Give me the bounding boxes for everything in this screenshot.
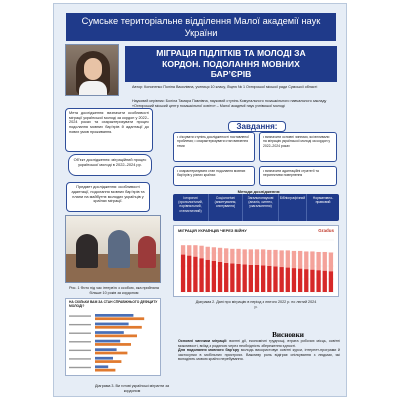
survey-row-label-7 bbox=[69, 367, 91, 368]
survey-row-label-6 bbox=[69, 358, 91, 359]
conclusion-paragraph-2 bbox=[178, 348, 340, 362]
survey-bar-a-3 bbox=[95, 331, 124, 334]
bar-series-1-4 bbox=[199, 258, 203, 292]
conclusion-paragraph-1 bbox=[178, 339, 340, 348]
title-line-3: БАР’ЄРІВ bbox=[210, 69, 252, 79]
conclusion-2-lead: Для подолання мовного бар’єру bbox=[178, 348, 240, 353]
bar-series-2-5 bbox=[206, 247, 210, 260]
conclusions-title: Висновки bbox=[272, 331, 304, 339]
method-general: Загальнонаукові (аналіз, синтез, узагальнення) bbox=[243, 194, 279, 221]
survey-bar-a-7 bbox=[95, 365, 108, 368]
survey-bar-b-1 bbox=[95, 317, 144, 320]
bar-series-2-1 bbox=[181, 245, 185, 254]
tasks-title: Завдання: bbox=[228, 121, 286, 132]
conclusion-1-body: воєнні дії, економічні труднощі, втрата робочих місць, освітні можливості, виїзд з родиною через необхідність збереження єдності. bbox=[178, 339, 340, 348]
bar-series-1-16 bbox=[273, 267, 277, 292]
bar-series-2-13 bbox=[255, 249, 259, 265]
bar-series-1-18 bbox=[286, 268, 290, 292]
interview-photo bbox=[65, 215, 161, 283]
survey-bar-b-7 bbox=[95, 369, 115, 372]
bar-series-2-6 bbox=[212, 247, 216, 261]
survey-row-label-4 bbox=[69, 341, 91, 342]
bar-series-1-22 bbox=[310, 270, 314, 292]
bar-series-1-9 bbox=[230, 263, 234, 292]
author-info: Автор: Кононенко Поліна Василівна, учениця 10 класу, Ліцею № 1 Охтирської міської ради Сумської області bbox=[132, 85, 318, 89]
bar-series-2-2 bbox=[187, 245, 191, 255]
methods-table bbox=[173, 194, 339, 221]
bar-series-2-22 bbox=[310, 251, 314, 269]
bar-series-1-11 bbox=[243, 264, 247, 292]
figure-1-caption: Рис. 1 Фото під час інтерв’ю з особою, яка прийняла більше 10 років за кордоном bbox=[69, 286, 159, 295]
bar-series-2-9 bbox=[230, 249, 234, 264]
header-banner bbox=[66, 13, 336, 41]
header-line-1: Сумське територіальне відділення Малої академії наук bbox=[81, 16, 321, 26]
survey-bar-b-4 bbox=[95, 343, 131, 346]
bar-series-2-14 bbox=[261, 249, 265, 265]
conclusion-2-body: молодь використовує освітні курси, інтернет-програми й застосунки в мобільних пристроях. Важливу роль відіграє спілкування з людьми, які володіють мовою країни перебування. bbox=[178, 348, 340, 362]
bar-series-1-24 bbox=[323, 271, 327, 292]
bar-series-2-24 bbox=[323, 252, 327, 271]
bar-series-2-12 bbox=[249, 249, 253, 265]
task-3: • охарактеризувати стан подолання мовних бар’єрів у різних країнах bbox=[173, 166, 255, 186]
survey-row-label-5 bbox=[69, 350, 91, 351]
bar-series-2-20 bbox=[298, 251, 302, 269]
bar-series-2-19 bbox=[292, 251, 296, 268]
title-line-1: МІГРАЦІЯ ПІДЛІТКІВ ТА МОЛОДІ ЗА bbox=[156, 48, 306, 58]
survey-bar-a-6 bbox=[95, 357, 113, 360]
migration-bars bbox=[174, 238, 338, 296]
survey-bars bbox=[67, 313, 161, 373]
bar-series-2-8 bbox=[224, 248, 228, 263]
figure-2-caption: Діаграма 2. Дані про міграцію в період з лютого 2022 р. по лютий 2024 р. bbox=[195, 300, 317, 309]
bar-series-1-10 bbox=[236, 264, 240, 292]
survey-row-label-2 bbox=[69, 324, 91, 325]
survey-bar-b-3 bbox=[95, 334, 137, 337]
bar-series-2-17 bbox=[279, 250, 283, 267]
task-2: • визначити основні чинники, які впливали на міграцію української молоді за кордон у 2022–2024 роках bbox=[259, 132, 337, 162]
chart-logo: Gradus bbox=[318, 228, 334, 233]
figure-3-caption: Діаграма 3. Ви готові українські мігранти за кордоном bbox=[95, 384, 169, 393]
header-line-2: України bbox=[184, 28, 218, 38]
task-1: • з’ясувати ступінь дослідженості поставленої проблеми; • охарактеризувати стан вивчення теми bbox=[173, 132, 255, 162]
task-4: • визначити адаптаційні стратегії та перспективи повернення bbox=[259, 166, 337, 186]
title-line-2: КОРДОН. ПОДОЛАННЯ МОВНИХ bbox=[162, 58, 300, 69]
bar-series-1-23 bbox=[316, 270, 320, 292]
bar-series-1-13 bbox=[255, 265, 259, 292]
survey-chart-title: НА СКІЛЬКИ ВАМ ЗА СТАН СПРАВЖНЬОГО ДЕФІЦИТУ МОЛОДІ? bbox=[69, 300, 158, 308]
survey-bar-b-5 bbox=[95, 352, 127, 355]
migration-chart bbox=[173, 225, 339, 297]
methods-title: Методи дослідження: bbox=[237, 189, 281, 194]
bar-series-1-19 bbox=[292, 268, 296, 292]
bar-series-2-23 bbox=[316, 252, 320, 270]
bar-series-1-25 bbox=[329, 271, 333, 292]
bar-series-2-10 bbox=[236, 249, 240, 264]
bar-series-1-21 bbox=[304, 269, 308, 292]
bar-series-2-21 bbox=[304, 251, 308, 269]
survey-bar-a-2 bbox=[95, 323, 129, 326]
bar-series-2-11 bbox=[243, 249, 247, 264]
survey-bar-b-2 bbox=[95, 326, 142, 329]
bar-series-1-8 bbox=[224, 263, 228, 292]
bar-series-1-2 bbox=[187, 256, 191, 292]
survey-bar-a-5 bbox=[95, 348, 117, 351]
research-subject: Предмет дослідження: особливості адаптації, подолання мовних бар’єрів та плани на майбутнє молодих українців у країнах міграції. bbox=[66, 182, 150, 212]
bar-series-2-4 bbox=[199, 246, 203, 258]
conclusion-1-lead: Основні чинники міграції: bbox=[178, 339, 228, 343]
bar-series-1-14 bbox=[261, 265, 265, 292]
bar-series-1-15 bbox=[267, 266, 271, 292]
bar-series-2-7 bbox=[218, 248, 222, 262]
bar-series-1-7 bbox=[218, 262, 222, 292]
survey-chart bbox=[65, 298, 161, 376]
research-object: Об’єкт дослідження: міграційний процес української молоді в 2022–2024 рр. bbox=[68, 154, 152, 176]
adviser-info: Науковий керівник: Боліла Тамара Павлівна, науковий ступінь Комунального позашкільного навчального закладу «Охтирський міський центр позашкільної освіти» – Малої академії наук учнівської молоді bbox=[132, 99, 327, 108]
bar-series-2-15 bbox=[267, 250, 271, 266]
bar-series-2-3 bbox=[193, 245, 197, 256]
chart-title: МІГРАЦІЯ УКРАЇНЦІВ ЧЕРЕЗ ВІЙНУ bbox=[178, 228, 247, 233]
method-legal: Нормативно-правовий bbox=[312, 196, 334, 205]
bar-series-2-25 bbox=[329, 252, 333, 271]
bar-series-1-17 bbox=[279, 267, 283, 292]
method-historical: Історичні (хронологічний, порівняльний, статистичний) bbox=[173, 194, 209, 221]
bar-series-1-5 bbox=[206, 260, 210, 292]
bar-series-1-20 bbox=[298, 269, 302, 292]
survey-bar-a-1 bbox=[95, 314, 133, 317]
research-goal: Мета дослідження: визначити особливості міграції української молоді за кордон у 2022–2024 роках та охарактеризувати процес подолання мовних бар’єрів й адаптації до нових умов проживання. bbox=[65, 108, 153, 152]
bar-series-1-12 bbox=[249, 265, 253, 292]
survey-row-label-1 bbox=[69, 315, 91, 316]
author-photo bbox=[65, 44, 119, 96]
bar-series-2-18 bbox=[286, 250, 290, 267]
survey-bar-b-6 bbox=[95, 360, 121, 363]
poster bbox=[53, 3, 347, 397]
bar-series-2-16 bbox=[273, 250, 277, 267]
poster-title bbox=[125, 46, 337, 82]
conclusions-text bbox=[178, 339, 340, 362]
method-bibliographic: Бібліографічний bbox=[279, 194, 307, 221]
survey-bar-a-4 bbox=[95, 340, 120, 343]
bar-series-1-3 bbox=[193, 257, 197, 292]
method-sociological: Соціологічні (анкетування, опитування) bbox=[209, 194, 243, 221]
bar-series-1-1 bbox=[181, 255, 185, 292]
survey-row-label-3 bbox=[69, 333, 91, 334]
bar-series-1-6 bbox=[212, 261, 216, 292]
